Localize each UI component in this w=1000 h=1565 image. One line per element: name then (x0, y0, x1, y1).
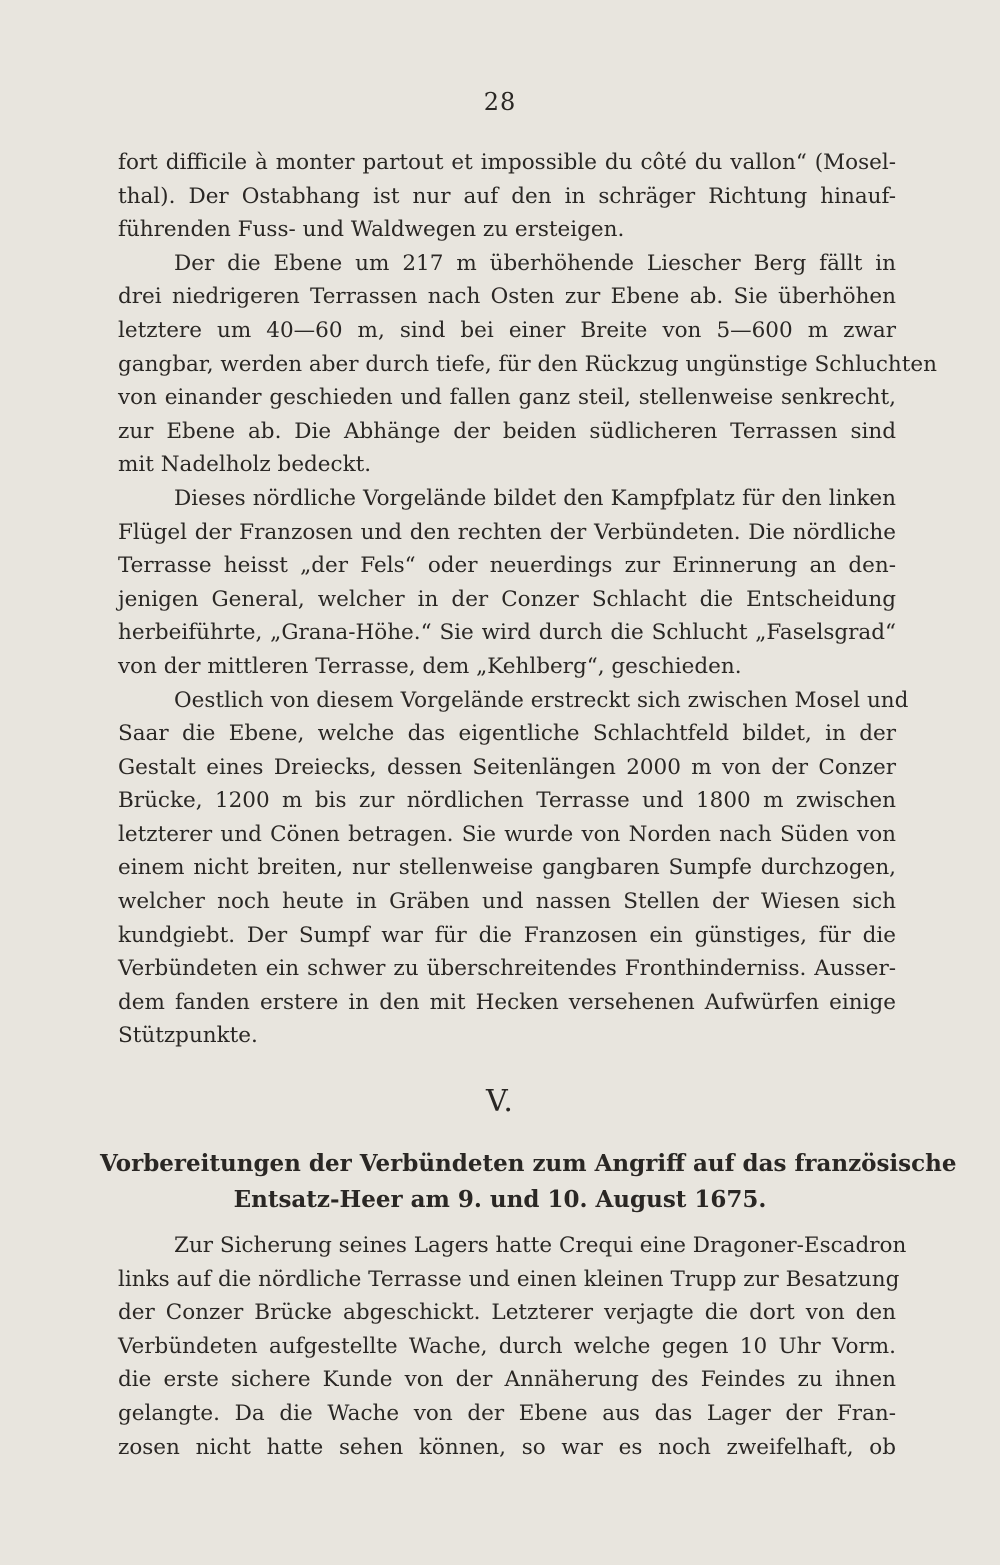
body-text-section-iv (118, 146, 937, 1053)
text-line: letzterer und Cönen betragen. Sie wurde von Norden nach Süden von (118, 821, 896, 847)
text-line: dem fanden erstere in den mit Hecken versehenen Aufwürfen einige (118, 989, 896, 1015)
text-line: drei niedrigeren Terrassen nach Osten zur Ebene ab. Sie überhöhen (118, 284, 896, 310)
text-line: gelangte. Da die Wache von der Ebene aus das Lager der Fran- (118, 1400, 896, 1426)
text-line: Saar die Ebene, welche das eigentliche Schlachtfeld bildet, in der (118, 721, 896, 747)
text-line: der Conzer Brücke abgeschickt. Letzterer verjagte die dort von den (118, 1300, 896, 1326)
text-line: Verbündeten aufgestellte Wache, durch welche gegen 10 Uhr Vorm. (118, 1333, 896, 1359)
text-line: die erste sichere Kunde von der Annäherung des Feindes zu ihnen (118, 1367, 896, 1393)
text-line: gangbar, werden aber durch tiefe, für den Rückzug ungünstige Schluchten (118, 351, 937, 377)
page-number: 28 (483, 88, 517, 116)
section-numeral: V. (486, 1084, 514, 1119)
text-line: Zur Sicherung seines Lagers hatte Crequi eine Dragoner-Escadron (174, 1233, 907, 1258)
text-line: einem nicht breiten, nur stellenweise gangbaren Sumpfe durchzogen, (118, 855, 896, 881)
text-line: Gestalt eines Dreiecks, dessen Seitenlängen 2000 m von der Conzer (118, 754, 896, 780)
text-line: herbeiführte, „Grana-Höhe.“ Sie wird durch die Schlucht „Faselsgrad“ (118, 620, 896, 646)
text-line: zosen nicht hatte sehen können, so war es noch zweifelhaft, ob (118, 1434, 896, 1460)
text-line: thal). Der Ostabhang ist nur auf den in schräger Richtung hinauf- (118, 183, 896, 209)
text-line: kundgiebt. Der Sumpf war für die Franzosen ein günstiges, für die (118, 922, 896, 948)
text-line: welcher noch heute in Gräben und nassen Stellen der Wiesen sich (118, 889, 896, 915)
section-title: Vorbereitungen der Verbündeten zum Angriff auf das französische (100, 1150, 957, 1177)
body-text-section-v (118, 1229, 907, 1464)
text-line: von einander geschieden und fallen ganz steil, stellenweise senkrecht, (118, 385, 896, 411)
text-line: führenden Fuss- und Waldwegen zu ersteigen. (118, 217, 625, 243)
text-line: von der mittleren Terrasse, dem „Kehlberg“, geschieden. (118, 653, 742, 679)
text-line: zur Ebene ab. Die Abhänge der beiden südlicheren Terrassen sind (118, 418, 896, 444)
text-line: Der die Ebene um 217 m überhöhende Liescher Berg fällt in (174, 250, 896, 276)
text-line: Flügel der Franzosen und den rechten der Verbündeten. Die nördliche (118, 519, 896, 545)
section-title: Entsatz-Heer am 9. und 10. August 1675. (233, 1186, 767, 1213)
text-line: fort difficile à monter partout et impossible du côté du vallon“ (Mosel- (118, 150, 896, 175)
text-line: Stützpunkte. (118, 1023, 258, 1049)
text-line: Oestlich von diesem Vorgelände erstreckt sich zwischen Mosel und (174, 687, 909, 713)
text-line: Brücke, 1200 m bis zur nördlichen Terrasse und 1800 m zwischen (118, 788, 896, 814)
text-line: Dieses nördliche Vorgelände bildet den Kampfplatz für den linken (174, 485, 896, 511)
text-line: Verbündeten ein schwer zu überschreitendes Fronthinderniss. Ausser- (118, 956, 896, 982)
text-line: letztere um 40—60 m, sind bei einer Breite von 5—600 m zwar (118, 317, 896, 343)
text-line: jenigen General, welcher in der Conzer Schlacht die Entscheidung (118, 586, 896, 612)
text-line: Terrasse heisst „der Fels“ oder neuerdings zur Erinnerung an den- (118, 553, 896, 579)
text-line: links auf die nördliche Terrasse und einen kleinen Trupp zur Besatzung (118, 1266, 900, 1292)
text-line: mit Nadelholz bedeckt. (118, 452, 372, 478)
